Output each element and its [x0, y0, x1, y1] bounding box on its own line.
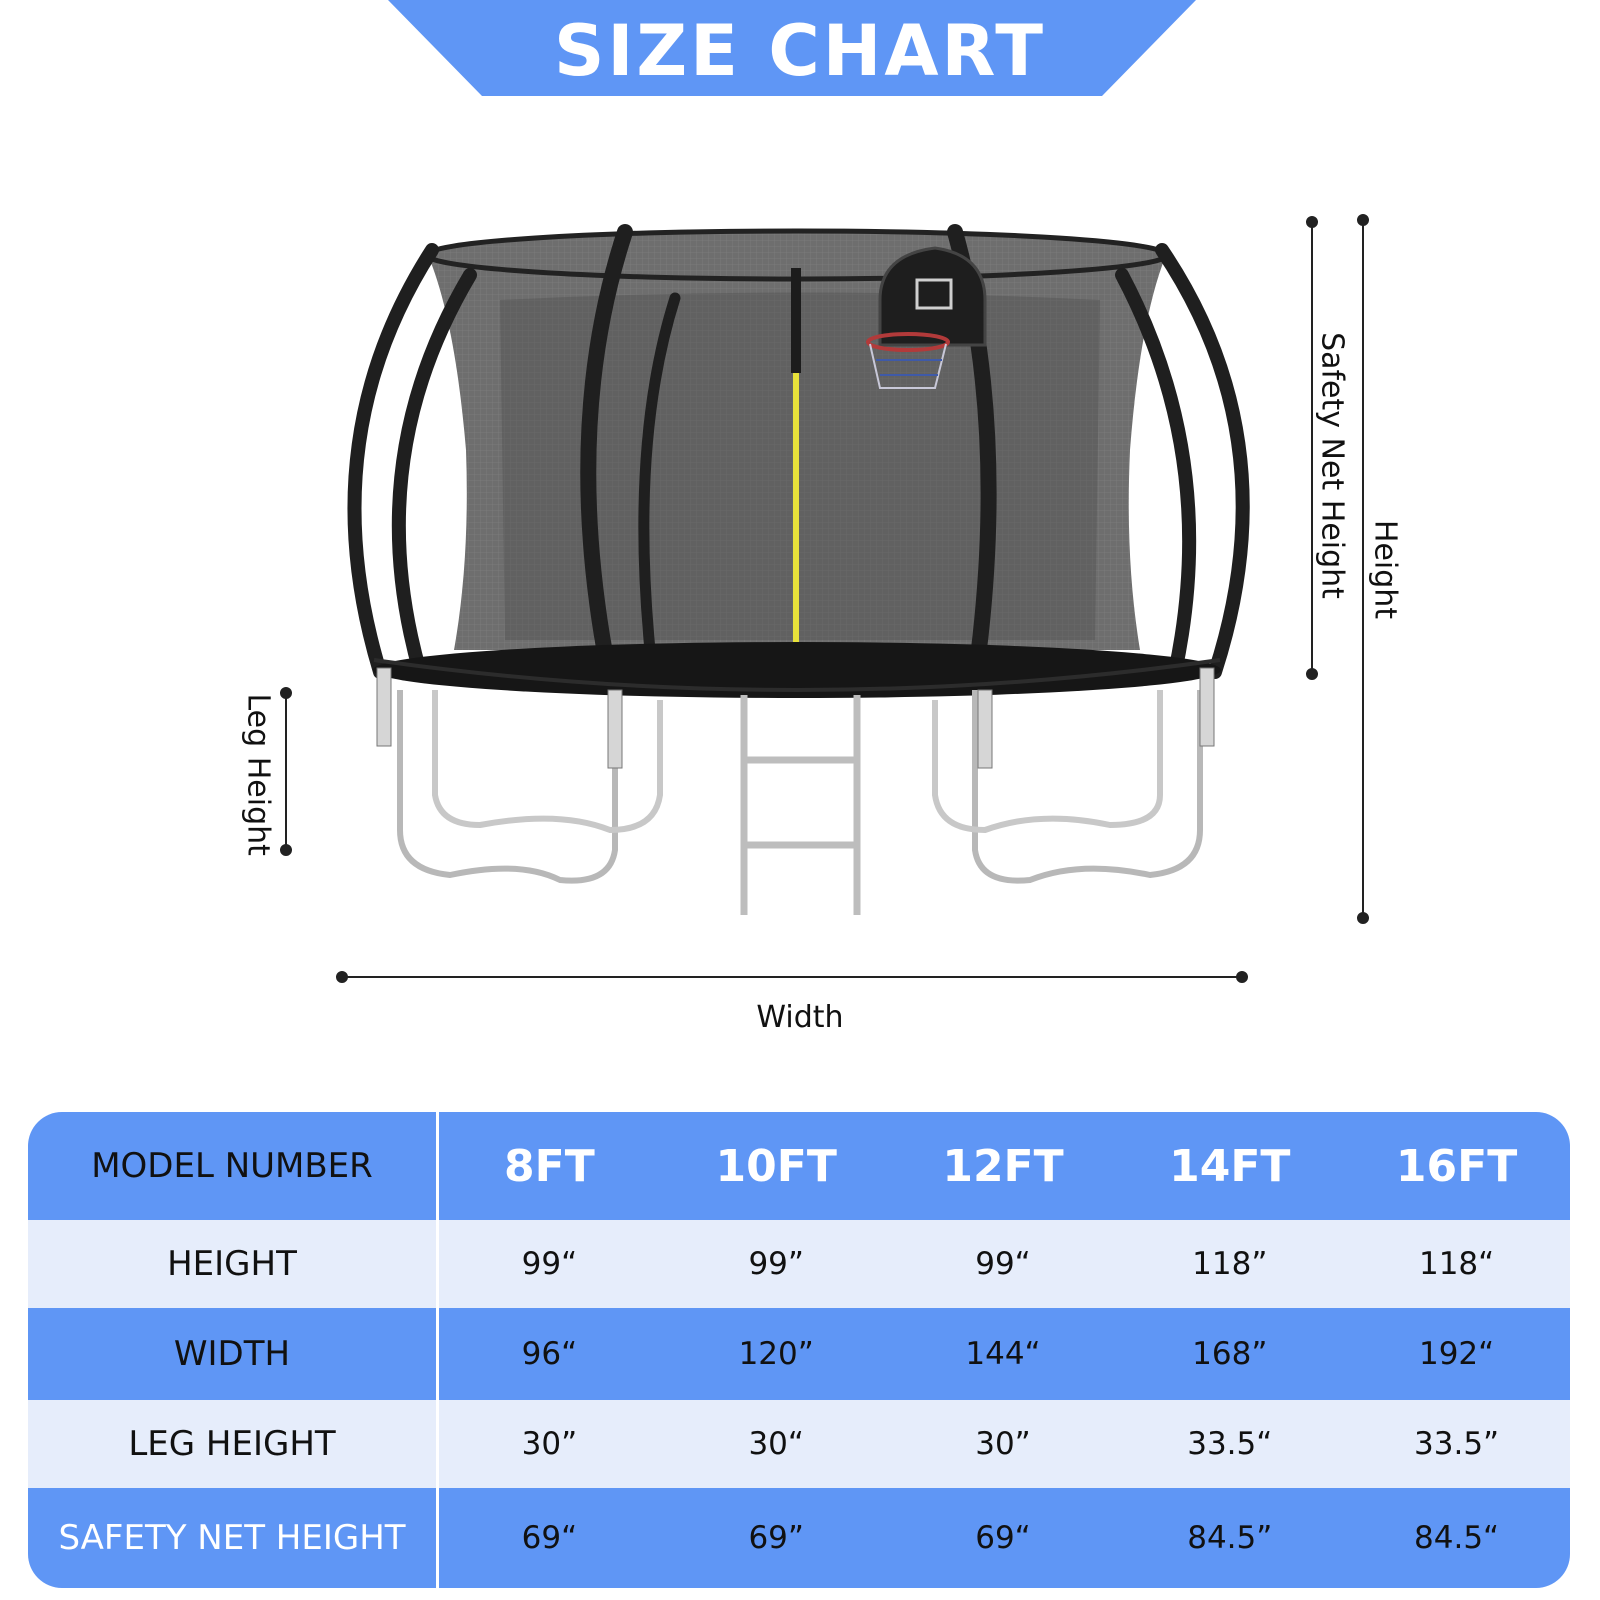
table-cell: 99“	[521, 1246, 578, 1282]
width-label: Width	[756, 1000, 844, 1035]
table-row	[28, 1308, 1570, 1400]
table-cell: 30”	[975, 1426, 1031, 1462]
backboard	[880, 248, 985, 345]
column-divider	[436, 1112, 439, 1588]
model-10ft: 10FT	[715, 1140, 837, 1192]
leg-height-label: Leg Height	[240, 693, 276, 856]
model-16ft: 16FT	[1395, 1140, 1518, 1192]
safety-net-height-label: Safety Net Height	[1314, 332, 1350, 599]
banner-title: SIZE CHART	[553, 10, 1047, 92]
table-cell: 99“	[975, 1246, 1031, 1282]
table-cell: 96“	[521, 1336, 578, 1372]
model-8ft: 8FT	[504, 1140, 595, 1192]
table-cell: 118”	[1192, 1246, 1268, 1282]
table-cell: 33.5”	[1414, 1426, 1500, 1462]
row-label-leg-height: LEG HEIGHT	[128, 1424, 336, 1464]
row-label-height: HEIGHT	[167, 1244, 297, 1284]
table-row	[28, 1400, 1570, 1488]
table-cell: 33.5“	[1187, 1426, 1273, 1462]
leg-right	[975, 690, 1200, 881]
zipper-black	[791, 268, 801, 373]
ladder	[744, 695, 857, 915]
height-label: Height	[1367, 519, 1403, 620]
table-cell: 99”	[748, 1246, 804, 1282]
model-14ft: 14FT	[1169, 1140, 1291, 1192]
zipper-yellow	[793, 373, 799, 673]
row-label-safety-net-height: SAFETY NET HEIGHT	[58, 1518, 406, 1558]
table-cell: 168”	[1192, 1336, 1268, 1372]
size-table	[28, 1112, 1570, 1588]
pole-right-outer	[1162, 250, 1243, 672]
table-cell: 69“	[975, 1520, 1031, 1556]
table-row	[28, 1220, 1570, 1308]
table-cell: 30“	[748, 1426, 804, 1462]
table-cell: 84.5”	[1187, 1520, 1273, 1556]
table-cell: 192“	[1418, 1336, 1495, 1372]
table-cell: 84.5“	[1414, 1520, 1500, 1556]
table-cell: 69“	[521, 1520, 578, 1556]
table-cell: 120”	[738, 1336, 814, 1372]
model-12ft: 12FT	[942, 1140, 1064, 1192]
table-row	[28, 1488, 1570, 1588]
row-label-width: WIDTH	[173, 1334, 291, 1374]
table-cell: 144“	[965, 1336, 1041, 1372]
table-cell: 30”	[521, 1426, 578, 1462]
pole-left-outer	[354, 250, 432, 672]
model-number-label: MODEL NUMBER	[91, 1146, 373, 1186]
table-cell: 69”	[748, 1520, 804, 1556]
table-header-row	[28, 1112, 1570, 1220]
table-cell: 118“	[1418, 1246, 1495, 1282]
